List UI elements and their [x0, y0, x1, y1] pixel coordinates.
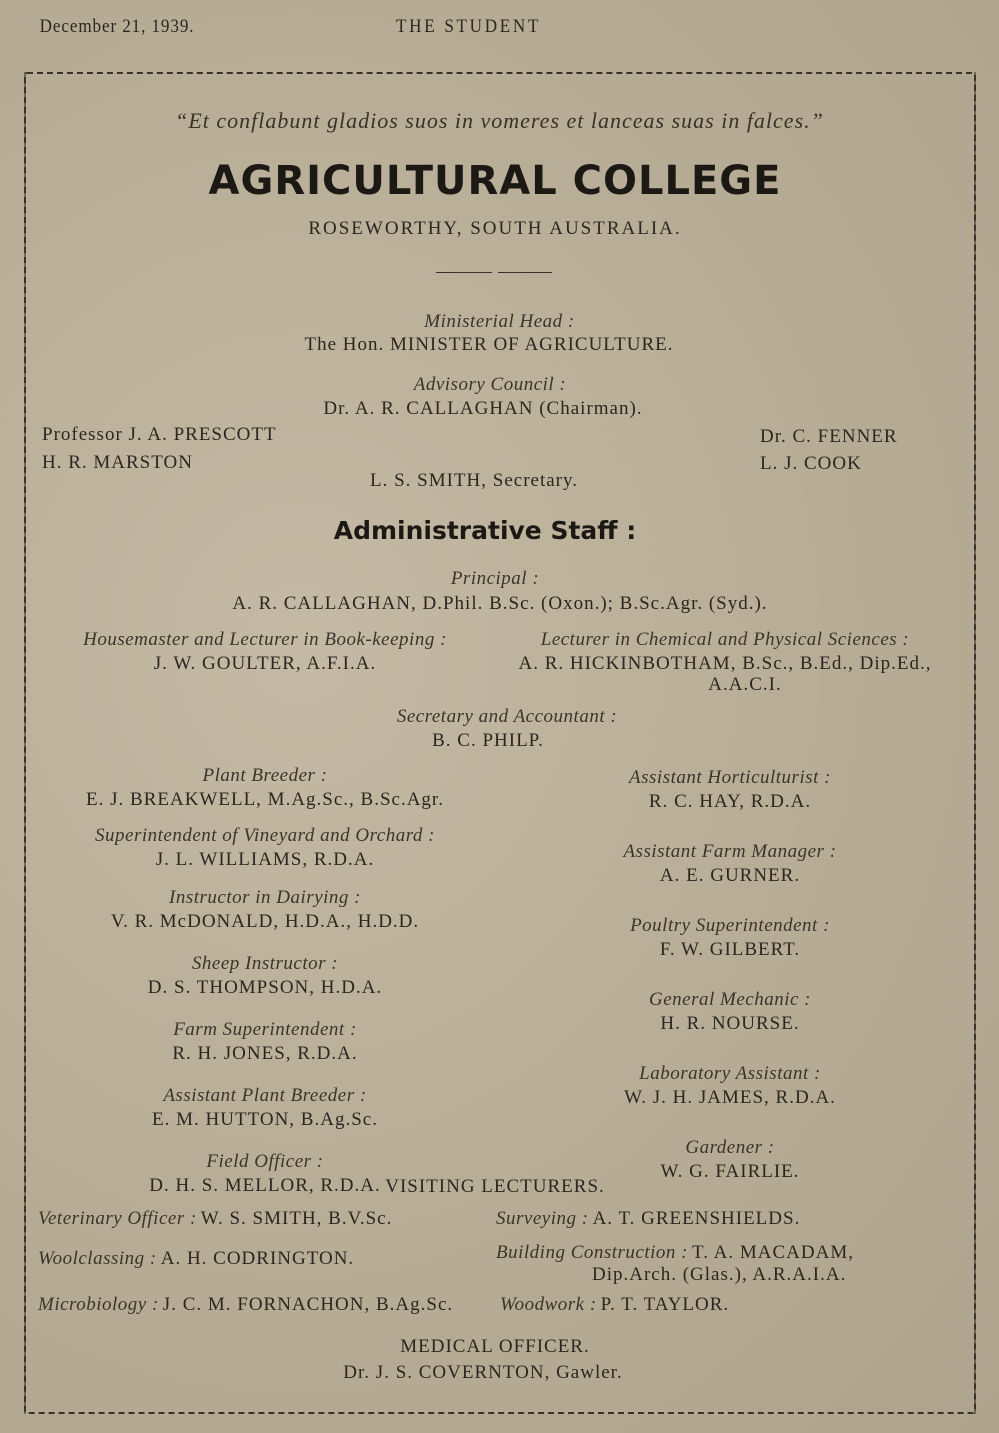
role-label: Instructor in Dairying : [169, 887, 361, 908]
secretary-label: Secretary and Accountant : [396, 706, 618, 727]
ministerial-head-name: The Hon. MINISTER OF AGRICULTURE. [304, 334, 674, 355]
ministerial-head-label: Ministerial Head : [424, 311, 575, 332]
staff-entry [520, 766, 940, 814]
role-label: Gardener : [685, 1137, 775, 1158]
principal-name: A. R. CALLAGHAN, D.Phil. B.Sc. (Oxon.); B.Sc.Agr. (Syd.). [232, 593, 768, 614]
lecturer-name: P. T. TAYLOR. [600, 1294, 730, 1315]
lecturer-name-continued: Dip.Arch. (Glas.), A.R.A.I.A. [592, 1264, 847, 1285]
staff-entry [40, 764, 490, 812]
staff-entry [40, 886, 490, 934]
role-label: Farm Superintendent : [173, 1019, 357, 1040]
staff-name: R. C. HAY, R.D.A. [648, 791, 812, 812]
staff-entry [520, 914, 940, 962]
lecturer-name: T. A. MACADAM, [692, 1242, 854, 1263]
running-head [0, 12, 899, 42]
staff-column-left [40, 764, 490, 1216]
staff-name: W. G. FAIRLIE. [660, 1161, 800, 1182]
subject-label: Veterinary Officer : [38, 1208, 197, 1229]
advisory-council-label: Advisory Council : [413, 374, 567, 395]
secretary-name: B. C. PHILP. [432, 730, 544, 751]
section-heading-medical-officer: MEDICAL OFFICER. [400, 1336, 590, 1357]
council-member: L. J. COOK [760, 453, 862, 474]
visiting-lecturer-entry [496, 1208, 800, 1230]
divider-rule [436, 272, 492, 273]
role-label: Assistant Plant Breeder : [163, 1085, 367, 1106]
subject-label: Woolclassing : [38, 1248, 157, 1269]
subject-label: Woodwork : [500, 1294, 597, 1315]
staff-entry [40, 824, 490, 872]
staff-name: A. E. GURNER. [659, 865, 801, 886]
lecturer-name: A. T. GREENSHIELDS. [592, 1208, 801, 1229]
lecturer-name: W. S. SMITH, B.V.Sc. [200, 1208, 393, 1229]
staff-name: J. L. WILLIAMS, R.D.A. [155, 849, 375, 870]
role-label: Field Officer : [206, 1151, 324, 1172]
staff-name: J. W. GOULTER, A.F.I.A. [153, 653, 377, 674]
role-label: Lecturer in Chemical and Physical Sciences : [540, 629, 910, 650]
staff-name: D. H. S. MELLOR, R.D.A. [149, 1175, 381, 1196]
publication-title: THE STUDENT [396, 16, 542, 37]
staff-name: E. M. HUTTON, B.Ag.Sc. [152, 1109, 378, 1130]
issue-date: December 21, 1939. [39, 16, 195, 37]
page-title: AGRICULTURAL COLLEGE [208, 158, 782, 204]
role-label: General Mechanic : [649, 989, 811, 1010]
staff-name: F. W. GILBERT. [659, 939, 801, 960]
role-label: Sheep Instructor : [191, 953, 339, 974]
staff-entry [40, 1018, 490, 1066]
council-member: H. R. MARSTON [42, 452, 193, 473]
council-member: Professor J. A. PRESCOTT [42, 424, 277, 445]
role-label: Poultry Superintendent : [630, 915, 830, 936]
role-label: Plant Breeder : [202, 765, 328, 786]
lecturer-name: A. H. CODRINGTON. [160, 1248, 355, 1269]
subject-label: Building Construction : [496, 1242, 688, 1263]
housemaster-entry [50, 628, 480, 676]
role-label: Laboratory Assistant : [639, 1063, 821, 1084]
visiting-lecturer-entry [38, 1208, 392, 1230]
role-label: Housemaster and Lecturer in Book-keeping : [83, 629, 447, 650]
staff-name: W. J. H. JAMES, R.D.A. [624, 1087, 836, 1108]
location-subtitle: ROSEWORTHY, SOUTH AUSTRALIA. [308, 218, 682, 239]
role-label: Assistant Horticulturist : [629, 767, 831, 788]
council-secretary: L. S. SMITH, Secretary. [369, 470, 579, 491]
staff-entry [40, 952, 490, 1000]
lecturer-name: J. C. M. FORNACHON, B.Ag.Sc. [162, 1294, 454, 1315]
staff-name: D. S. THOMPSON, H.D.A. [147, 977, 383, 998]
lecturer-chem-entry [490, 628, 960, 694]
visiting-lecturer-entry [38, 1294, 453, 1316]
staff-name: H. R. NOURSE. [660, 1013, 800, 1034]
subject-label: Surveying : [496, 1208, 589, 1229]
subject-label: Microbiology : [38, 1294, 159, 1315]
staff-entry [520, 840, 940, 888]
council-member: Dr. C. FENNER [760, 426, 898, 447]
staff-name-continued: A.A.C.I. [708, 674, 782, 695]
staff-name: V. R. McDONALD, H.D.A., H.D.D. [110, 911, 420, 932]
role-label: Assistant Farm Manager : [623, 841, 837, 862]
staff-entry [40, 1084, 490, 1132]
staff-column-right [520, 766, 940, 1202]
staff-entry [520, 1062, 940, 1110]
advisory-council-chairman: Dr. A. R. CALLAGHAN (Chairman). [323, 398, 643, 419]
staff-name: A. R. HICKINBOTHAM, B.Sc., B.Ed., Dip.Ed., [518, 653, 932, 674]
visiting-lecturer-entry [38, 1248, 354, 1270]
role-label: Superintendent of Vineyard and Orchard : [95, 825, 435, 846]
staff-name: R. H. JONES, R.D.A. [172, 1043, 358, 1064]
staff-name: E. J. BREAKWELL, M.Ag.Sc., B.Sc.Agr. [86, 789, 444, 810]
latin-motto: “Et conflabunt gladios suos in vomeres et lanceas suas in falces.” [175, 108, 824, 133]
staff-entry [520, 988, 940, 1036]
divider-rule [498, 272, 552, 273]
medical-officer-name: Dr. J. S. COVERNTON, Gawler. [343, 1362, 623, 1383]
section-heading-visiting-lecturers: VISITING LECTURERS. [385, 1176, 605, 1197]
visiting-lecturer-entry [496, 1242, 854, 1264]
visiting-lecturer-entry [500, 1294, 729, 1316]
principal-label: Principal : [450, 568, 540, 589]
section-heading-administrative-staff: Administrative Staff : [333, 516, 637, 545]
